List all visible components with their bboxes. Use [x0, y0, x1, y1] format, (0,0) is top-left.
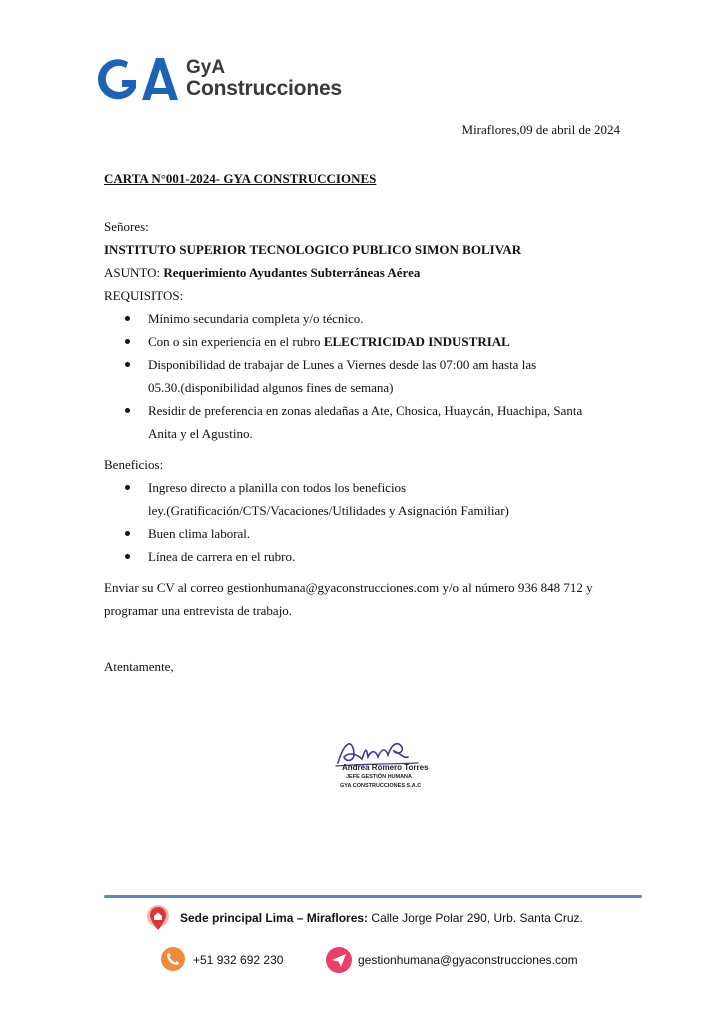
signature-role: JEFE GESTIÓN HUMANA: [346, 774, 413, 780]
logo-wordmark: [186, 58, 342, 99]
bullet-icon: [125, 531, 130, 536]
letter-date: Miraflores,09 de abril de 2024: [461, 122, 620, 137]
footer-divider: [104, 895, 642, 898]
subject-line: [104, 261, 624, 284]
logo-brand-sub: Construcciones: [186, 77, 342, 100]
footer-email: gestionhumana@gyaconstrucciones.com: [358, 953, 578, 967]
list-item: Residir de preferencia en zonas aledañas a Ate, Chosica, Huaycán, Huachipa, Santa Anita y el Agustino.: [104, 399, 624, 445]
bullet-icon: [125, 339, 130, 344]
send-icon: [326, 947, 352, 973]
requirements-list: [104, 307, 624, 445]
bullet-icon: [125, 408, 130, 413]
signature-name: Andrea Romero Torres: [342, 763, 429, 772]
benefits-list: [104, 476, 624, 568]
salutation: Señores:: [104, 219, 149, 234]
company-logo: [98, 52, 342, 108]
list-item: Mínimo secundaria completa y/o técnico.: [104, 307, 624, 330]
bullet-icon: [125, 362, 130, 367]
footer-address-label: Sede principal Lima – Miraflores:: [180, 911, 369, 925]
list-item: Línea de carrera en el rubro.: [104, 545, 624, 568]
location-pin-icon: [146, 904, 170, 934]
footer-phone: +51 932 692 230: [193, 953, 284, 967]
bullet-icon: [125, 485, 130, 490]
list-item: Ingreso directo a planilla con todos los beneficios ley.(Gratificación/CTS/Vacaciones/Utilidades y Asignación Familiar): [104, 476, 624, 522]
list-item: Buen clima laboral.: [104, 522, 624, 545]
logo-brand: GyA: [186, 57, 226, 78]
farewell: Atentamente,: [104, 659, 174, 674]
benefits-heading: Beneficios:: [104, 457, 164, 472]
letter-body: [104, 215, 624, 678]
letter-reference: CARTA N°001-2024- GYA CONSTRUCCIONES: [104, 171, 377, 186]
phone-icon: [161, 947, 185, 971]
subject-label: ASUNTO:: [104, 265, 161, 280]
signature-company: GYA CONSTRUCCIONES S.A.C: [340, 783, 422, 789]
closing-paragraph: Enviar su CV al correo gestionhumana@gyaconstrucciones.com y/o al número 936 848 712 y programar una entrevista de trabajo.: [104, 580, 593, 618]
footer-address-value: Calle Jorge Polar 290, Urb. Santa Cruz.: [368, 911, 583, 925]
subject-value: Requerimiento Ayudantes Subterráneas Aérea: [163, 265, 421, 280]
bullet-icon: [125, 316, 130, 321]
bullet-icon: [125, 554, 130, 559]
recipient: INSTITUTO SUPERIOR TECNOLOGICO PUBLICO SIMON BOLIVAR: [104, 242, 522, 257]
list-item: Disponibilidad de trabajar de Lunes a Viernes desde las 07:00 am hasta las 05.30.(disponibilidad algunos fines de semana): [104, 353, 624, 399]
gya-logo-mark-icon: [98, 52, 178, 108]
requirements-heading: REQUISITOS:: [104, 288, 184, 303]
footer-address: [180, 911, 583, 925]
list-item: Con o sin experiencia en el rubro ELECTRICIDAD INDUSTRIAL: [104, 330, 624, 353]
